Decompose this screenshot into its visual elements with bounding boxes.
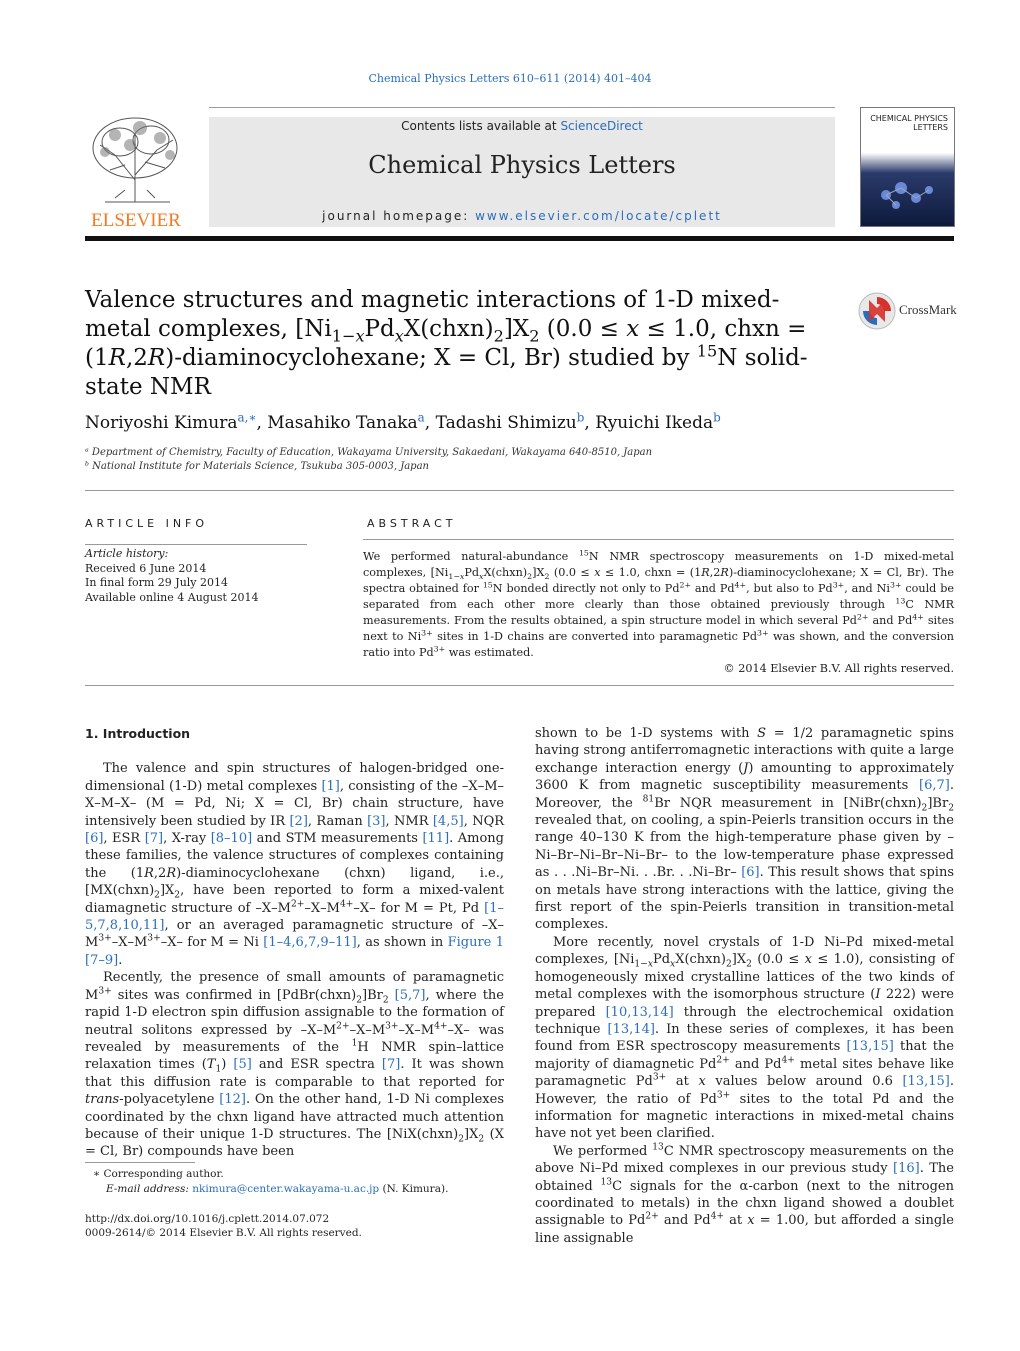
citation-link[interactable]: [3] <box>367 813 386 829</box>
email-note <box>106 1183 448 1195</box>
section-heading-introduction: 1. Introduction <box>85 726 191 741</box>
body-right-column <box>535 725 954 1247</box>
citation-link[interactable]: [8–10] <box>210 831 253 847</box>
email-label: E-mail address: <box>106 1183 193 1195</box>
journal-banner <box>209 117 835 227</box>
affiliation-divider <box>85 490 954 491</box>
article-info-heading: ARTICLE INFO <box>85 517 209 530</box>
citation-link[interactable]: [13,15] <box>846 1039 894 1055</box>
cover-molecule-image <box>871 170 943 216</box>
citation-link[interactable]: [5,7] <box>394 987 426 1003</box>
citation-link[interactable]: [7] <box>144 831 164 847</box>
citation-link[interactable]: [13,15] <box>902 1074 950 1090</box>
issn-copyright: 0009-2614/© 2014 Elsevier B.V. All rights reserved. <box>85 1227 362 1239</box>
citation-link[interactable]: [12] <box>219 1092 246 1108</box>
citation-link[interactable]: [5] <box>233 1057 252 1073</box>
sciencedirect-link[interactable]: ScienceDirect <box>560 119 643 133</box>
citation-link[interactable]: [10,13,14] <box>605 1004 674 1020</box>
citation-link[interactable]: [11] <box>422 831 450 847</box>
citation-link[interactable]: Figure 1 <box>447 935 504 951</box>
homepage-prefix: journal homepage: <box>322 209 476 223</box>
affiliation-a: ᵃ Department of Chemistry, Faculty of Education, Wakayama University, Sakaedani, Wakayama 640-8510, Japan <box>85 447 653 458</box>
online-date: Available online 4 August 2014 <box>85 590 259 604</box>
contents-line <box>209 119 835 133</box>
citation-link[interactable]: [6] <box>741 865 760 881</box>
elsevier-wordmark: ELSEVIER <box>91 210 181 230</box>
citation-link[interactable]: [1] <box>321 778 340 794</box>
author-list[interactable]: Noriyoshi Kimura$^{a,∗}$, Masahiko Tanaka$^a$, Tadashi Shimizu$^b$, Ryuichi Ikeda$^b$ <box>85 410 721 433</box>
abstract-copyright: © 2014 Elsevier B.V. All rights reserved. <box>723 662 954 675</box>
header-divider <box>209 107 835 108</box>
crossmark-badge[interactable] <box>858 290 958 332</box>
citation-link[interactable]: [16] <box>893 1161 920 1177</box>
footnote-divider <box>85 1162 195 1163</box>
citation-link[interactable]: [6] <box>85 831 104 847</box>
abstract-heading: ABSTRACT <box>367 517 457 530</box>
email-suffix: (N. Kimura). <box>379 1183 449 1195</box>
body-left-column <box>85 725 504 1161</box>
crossmark-label: CrossMark <box>899 302 957 317</box>
paragraph: The valence and spin structures of halogen-bridged one-dimensional (1-D) metal complexes [1], consisting of the –X–M–X–M–X– (M = Pd, Ni; X = Cl, Br) chain structure, have intensively been studied by IR [2], Raman [3], NMR [4,5], NQR [6], ESR [7], X-ray [8–10] and STM measurements [11]. Among these families, the valence structures of complexes containing the (1R,2R)-diaminocyclohexane (chxn) ligand, i.e., $[MX(chxn)_2]X_2$, have been reported to form a mixed-valent diamagnetic structure of $-X-M^{2+}-X-M^{4+}-X-$ for M = Pt, Pd [1–5,7,8,10,11], or an averaged paramagnetic structure of $-X-M^{3+}-X-M^{3+}-X-$ for M = Ni [1–4,6,7,9–11], as shown in Figure 1 [7–9]. <box>85 761 505 968</box>
paragraph: We performed $^{13}$C NMR spectroscopy measurements on the above Ni–Pd mixed complexes in our previous study [16]. The obtained $^{13}$C signals for the α-carbon (next to the nitrogen coordinated to metals) in the chxn ligand showed a doublet assignable to $Pd^{2+}$ and $Pd^{4+}$ at x = 1.00, but afforded a single line assignable <box>535 1142 954 1246</box>
citation-link[interactable]: [4,5] <box>432 813 464 829</box>
corresponding-author-note: ∗ Corresponding author. <box>93 1168 224 1180</box>
citation-link[interactable]: [7] <box>381 1057 401 1073</box>
citation-link[interactable]: [1–5,7,8,10,11] <box>85 900 504 934</box>
doi-link[interactable]: http://dx.doi.org/10.1016/j.cplett.2014.07.072 <box>85 1213 330 1225</box>
header-thick-rule <box>85 236 954 241</box>
abstract-divider <box>363 539 954 540</box>
journal-name: Chemical Physics Letters <box>368 151 676 179</box>
citation-link[interactable]: [13,14] <box>607 1021 655 1037</box>
journal-cover-thumbnail[interactable] <box>860 107 955 227</box>
citation-link[interactable]: [6,7] <box>919 778 950 794</box>
paragraph: shown to be 1-D systems with S = 1/2 paramagnetic spins having strong antiferromagnetic interactions with quite a large exchange interaction energy (J) amounting to approximately 3600 K from magnetic susceptibility measurements [6,7]. Moreover, the $^{81}$Br NQR measurement in $[NiBr(chxn)_2]Br_2$ revealed that, on cooling, a spin-Peierls transition occurs in the range 40–130 K from the high-temperature phase given by –Ni–Br–Ni–Br–Ni–Br– to the low-temperature phase expressed as . . .Ni–Br–Ni. . .Br. . .Ni–Br– [6]. This result shows that spins on metals have strong interactions with the lattice, giving the first report of the spin-Peierls transition in transition-metal complexes. <box>535 726 954 933</box>
journal-citation[interactable]: Chemical Physics Letters 610–611 (2014) 401–404 <box>368 72 652 85</box>
homepage-line <box>209 209 835 223</box>
article-info-divider <box>85 544 307 545</box>
paragraph: Recently, the presence of small amounts of paramagnetic $M^{3+}$ sites was confirmed in $[PdBr(chxn)_2]Br_2$ [5,7], where the rapid 1-D electron spin diffusion assignable to the formation of neutral solitons expressed by $-X-M^{2+}-X-M^{3+}-X-M^{4+}-X-$ was revealed by measurements of the $^1$H NMR spin–lattice relaxation times $(T_1)$ [5] and ESR spectra [7]. It was shown that this diffusion rate is comparable to that reported for trans-polyacetylene [12]. On the other hand, 1-D Ni complexes coordinated by the chxn ligand have attracted much attention because of their unique 1-D structures. The $[NiX(chxn)_2]X_2$ (X = Cl, Br) compounds have been <box>85 970 505 1160</box>
article-history <box>85 547 307 605</box>
cover-title: CHEMICAL PHYSICS LETTERS <box>870 114 948 132</box>
abstract-bottom-divider <box>85 685 954 686</box>
contents-prefix: Contents lists available at <box>401 119 561 133</box>
abstract-body <box>363 549 954 677</box>
citation-link[interactable]: [7–9] <box>85 952 119 968</box>
article-title: Valence structures and magnetic interactions of 1-D mixed-metal complexes, $[Ni_{1-x}Pd_xX(chxn)_2]X_2$ (0.0 ≤ x ≤ 1.0, chxn = (1R,2R)-diaminocyclohexane; X = Cl, Br) studied by $^{15}$N solid-state NMR <box>85 287 808 400</box>
abstract-text: We performed natural-abundance $^{15}$N NMR spectroscopy measurements on 1-D mixed-metal complexes, $[Ni_{1-x}Pd_xX(chxn)_2]X_2$ (0.0 ≤ x ≤ 1.0, chxn = (1R,2R)-diaminocyclohexane; X = Cl, Br). The spectra obtained for $^{15}$N bonded directly not only to $Pd^{2+}$ and $Pd^{4+}$, but also to $Pd^{3+}$, and $Ni^{3+}$ could be separated from each other more clearly than those obtained previously through $^{13}$C NMR measurements. From the results obtained, a spin structure model in which several $Pd^{2+}$ and $Pd^{4+}$ sites next to $Ni^{3+}$ sites in 1-D chains are converted into paramagnetic $Pd^{3+}$ was shown, and the conversion ratio into $Pd^{3+}$ was estimated. <box>363 548 955 659</box>
final-form-date: In final form 29 July 2014 <box>85 576 229 589</box>
elsevier-tree-logo <box>85 110 188 230</box>
citation-link[interactable]: [1–4,6,7,9–11] <box>263 935 357 951</box>
email-link[interactable]: nkimura@center.wakayama-u.ac.jp <box>192 1183 380 1195</box>
affiliation-b: ᵇ National Institute for Materials Science, Tsukuba 305-0003, Japan <box>85 461 429 472</box>
crossmark-icon <box>858 292 896 330</box>
citation-link[interactable]: [2] <box>289 813 308 829</box>
paragraph: More recently, novel crystals of 1-D Ni–Pd mixed-metal complexes, $[Ni_{1-x}Pd_xX(chxn)_2]X_2$ (0.0 ≤ x ≤ 1.0), consisting of homogeneously mixed crystalline lattices of the two kinds of metal complexes with the isomorphous structure (I 222) were prepared [10,13,14] through the electrochemical oxidation technique [13,14]. In these series of complexes, it has been found from ESR spectroscopy measurements [13,15] that the majority of diamagnetic $Pd^{2+}$ and $Pd^{4+}$ metal sites behave like paramagnetic $Pd^{3+}$ at x values below around 0.6 [13,15]. However, the ratio of $Pd^{3+}$ sites to the total Pd and the information for magnetic interactions in mixed-metal chains have not yet been clarified. <box>535 934 955 1142</box>
received-date: Received 6 June 2014 <box>85 561 207 575</box>
history-label: Article history: <box>85 547 169 560</box>
homepage-link[interactable]: www.elsevier.com/locate/cplett <box>475 209 722 223</box>
